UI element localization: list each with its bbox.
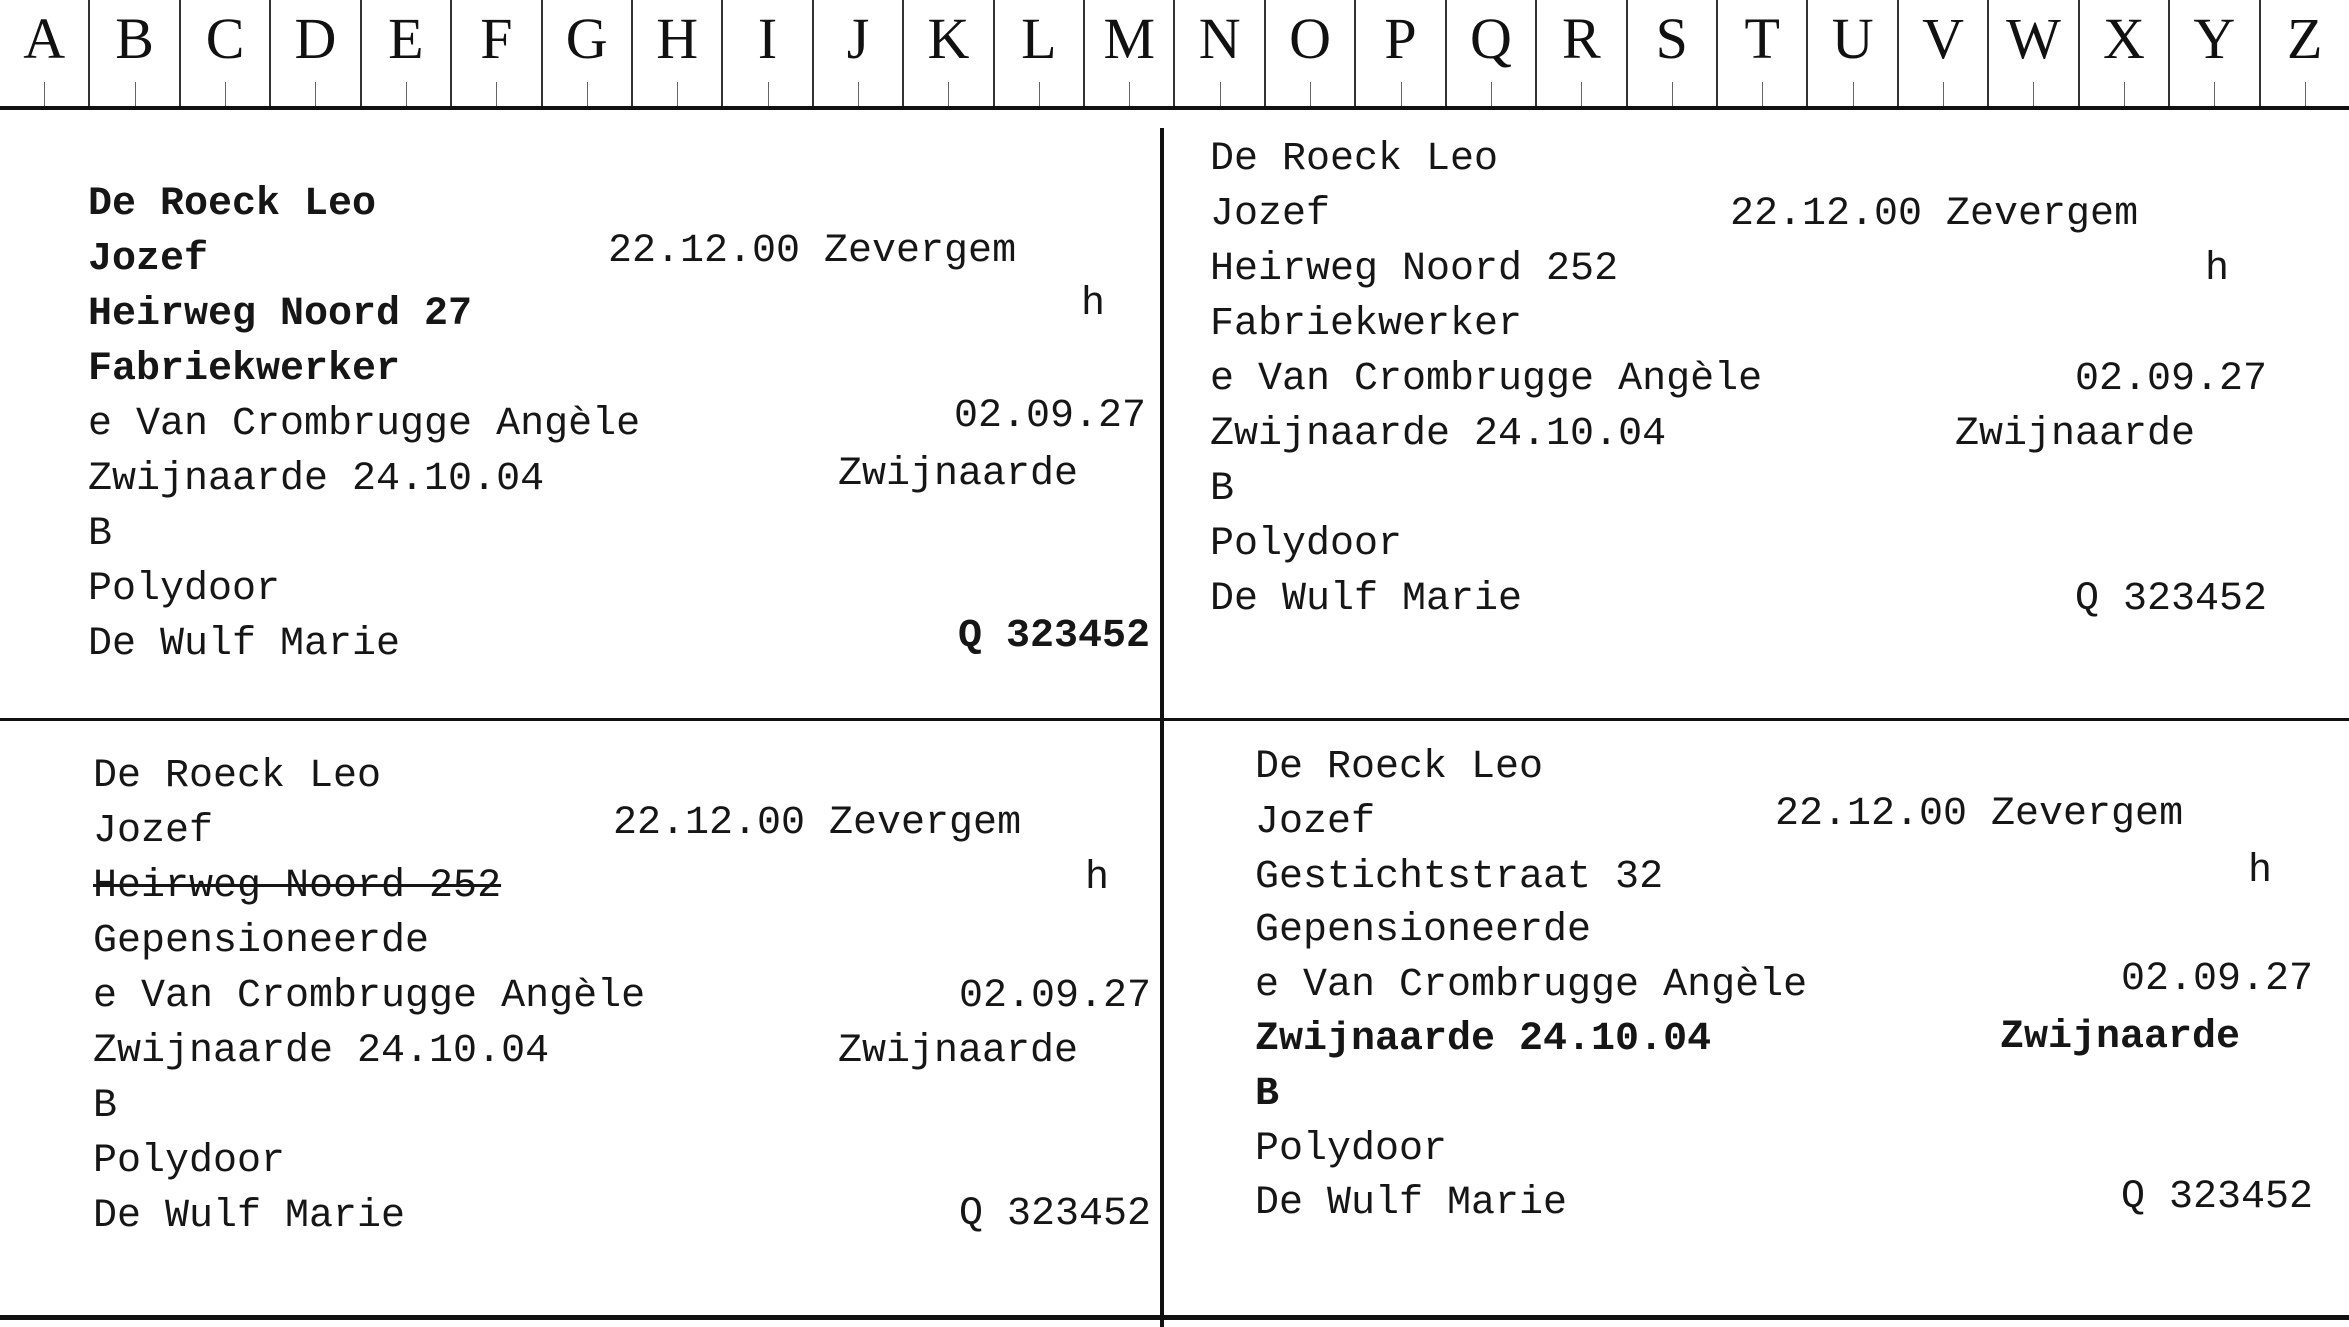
marriage-place: Zwijnaarde	[838, 452, 1079, 497]
occupation: Fabriekwerker	[1210, 302, 1523, 347]
card-top-left	[88, 183, 1188, 743]
alphabet-letter-q: Q	[1447, 0, 1537, 106]
alphabet-letter-t: T	[1718, 0, 1808, 106]
surname-name: De Roeck Leo	[88, 182, 377, 227]
sex-marker: h	[1085, 856, 1110, 901]
father-name: Polydoor	[1255, 1127, 1448, 1172]
spouse: e Van Crombrugge Angèle	[93, 974, 646, 1019]
alphabet-letter-p: P	[1356, 0, 1446, 106]
marriage-date: 02.09.27	[2121, 957, 2314, 1002]
alphabet-letter-o: O	[1266, 0, 1356, 106]
alphabet-letter-c: C	[181, 0, 271, 106]
address: Gestichtstraat 32	[1255, 855, 1664, 900]
marriage-place: Zwijnaarde	[838, 1029, 1079, 1074]
alphabet-letter-i: I	[723, 0, 813, 106]
spouse: e Van Crombrugge Angèle	[1210, 357, 1763, 402]
mother-name: De Wulf Marie	[1210, 577, 1523, 622]
address-struck-through: Heirweg Noord 252	[93, 864, 502, 909]
marriage-date: 02.09.27	[959, 974, 1152, 1019]
second-name: Jozef	[1210, 192, 1331, 237]
birth-date-place: 22.12.00 Zevergem	[1775, 792, 2184, 837]
occupation: Gepensioneerde	[93, 919, 430, 964]
alphabet-letter-l: L	[995, 0, 1085, 106]
marriage-date: 02.09.27	[2075, 357, 2268, 402]
sex-marker: h	[1081, 282, 1106, 327]
birth-date-place: 22.12.00 Zevergem	[608, 229, 1017, 274]
card-bottom-right	[1255, 746, 2349, 1306]
reference-number: Q 323452	[959, 1192, 1152, 1237]
marriage-date: 02.09.27	[954, 394, 1147, 439]
reference-number: Q 323452	[2075, 577, 2268, 622]
alphabet-letter-s: S	[1628, 0, 1718, 106]
occupation: Gepensioneerde	[1255, 908, 1592, 953]
alphabet-letter-m: M	[1085, 0, 1175, 106]
alphabet-letter-a: A	[0, 0, 90, 106]
card-bottom-left	[93, 755, 1193, 1315]
alphabet-index-strip	[0, 0, 2349, 110]
mother-name: De Wulf Marie	[93, 1194, 406, 1239]
card-top-right	[1210, 138, 2310, 698]
alphabet-letter-v: V	[1899, 0, 1989, 106]
bottom-border	[0, 1315, 2349, 1320]
alphabet-letter-f: F	[452, 0, 542, 106]
alphabet-letter-z: Z	[2261, 0, 2349, 106]
second-name: Jozef	[93, 809, 214, 854]
spouse-birth: Zwijnaarde 24.10.04	[93, 1029, 550, 1074]
code-letter: B	[88, 512, 113, 557]
second-name: Jozef	[1255, 800, 1376, 845]
alphabet-letter-u: U	[1808, 0, 1898, 106]
occupation: Fabriekwerker	[88, 347, 401, 392]
spouse-birth: Zwijnaarde 24.10.04	[88, 457, 545, 502]
alphabet-letter-e: E	[362, 0, 452, 106]
birth-date-place: 22.12.00 Zevergem	[1730, 192, 2139, 237]
address: Heirweg Noord 252	[1210, 247, 1619, 292]
spouse-birth: Zwijnaarde 24.10.04	[1255, 1017, 1712, 1062]
alphabet-letter-j: J	[814, 0, 904, 106]
alphabet-letter-n: N	[1175, 0, 1265, 106]
alphabet-letter-x: X	[2080, 0, 2170, 106]
alphabet-letter-b: B	[90, 0, 180, 106]
sex-marker: h	[2248, 849, 2273, 894]
alphabet-letter-g: G	[543, 0, 633, 106]
alphabet-letter-y: Y	[2170, 0, 2260, 106]
marriage-place: Zwijnaarde	[1955, 412, 2196, 457]
marriage-place: Zwijnaarde	[2000, 1015, 2241, 1060]
birth-date-place: 22.12.00 Zevergem	[613, 801, 1022, 846]
surname-name: De Roeck Leo	[93, 754, 382, 799]
father-name: Polydoor	[1210, 522, 1403, 567]
alphabet-letter-k: K	[904, 0, 994, 106]
reference-number: Q 323452	[958, 614, 1151, 659]
alphabet-letter-d: D	[271, 0, 361, 106]
code-letter: B	[1255, 1072, 1280, 1117]
alphabet-letter-h: H	[633, 0, 723, 106]
surname-name: De Roeck Leo	[1255, 745, 1544, 790]
alphabet-letter-r: R	[1537, 0, 1627, 106]
mother-name: De Wulf Marie	[88, 622, 401, 667]
reference-number: Q 323452	[2121, 1175, 2314, 1220]
spouse-birth: Zwijnaarde 24.10.04	[1210, 412, 1667, 457]
code-letter: B	[93, 1084, 118, 1129]
sex-marker: h	[2205, 247, 2230, 292]
spouse: e Van Crombrugge Angèle	[88, 402, 641, 447]
father-name: Polydoor	[88, 567, 281, 612]
mother-name: De Wulf Marie	[1255, 1181, 1568, 1226]
code-letter: B	[1210, 467, 1235, 512]
alphabet-letter-w: W	[1989, 0, 2079, 106]
second-name: Jozef	[88, 237, 209, 282]
address: Heirweg Noord 27	[88, 292, 473, 337]
spouse: e Van Crombrugge Angèle	[1255, 963, 1808, 1008]
surname-name: De Roeck Leo	[1210, 137, 1499, 182]
father-name: Polydoor	[93, 1139, 286, 1184]
